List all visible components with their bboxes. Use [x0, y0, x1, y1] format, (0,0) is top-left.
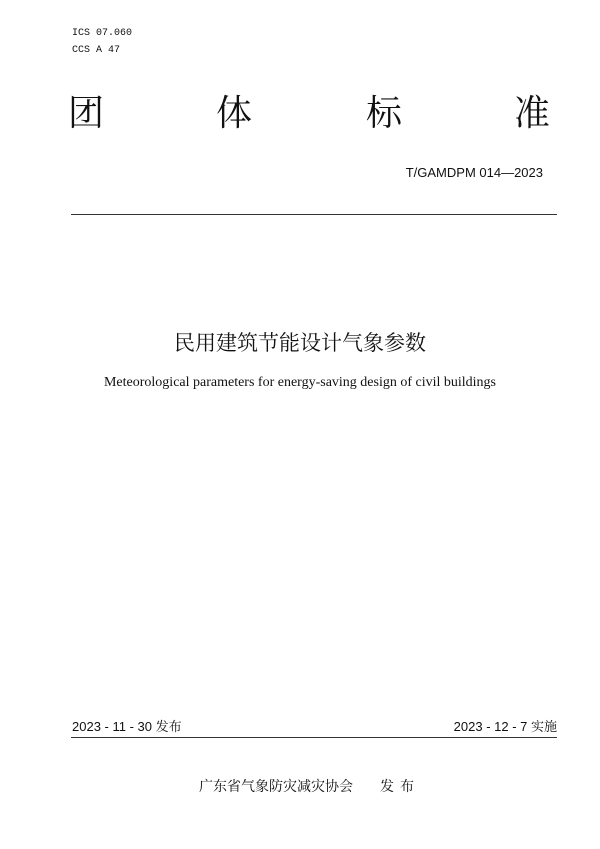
publish-label: 发布 — [380, 779, 420, 795]
issue-date: 2023 - 11 - 30 发布 — [72, 719, 182, 734]
title-char-3: 标 — [366, 93, 403, 134]
publisher-name: 广东省气象防灾减灾协会 — [199, 779, 353, 795]
footer-divider — [71, 737, 557, 738]
document-title-cn: 民用建筑节能设计气象参数 — [174, 331, 426, 355]
title-char-2: 体 — [216, 93, 253, 134]
ccs-code: CCS A 47 — [72, 45, 121, 56]
standard-number: T/GAMDPM 014—2023 — [405, 165, 543, 180]
document-title-en: Meteorological parameters for energy-saving design of civil buildings — [103, 375, 497, 390]
ics-code: ICS 07.060 — [72, 28, 133, 39]
title-char-1: 团 — [68, 93, 105, 134]
header-divider — [71, 214, 557, 215]
implementation-date: 2023 - 12 - 7 实施 — [453, 719, 557, 734]
title-char-4: 准 — [514, 93, 551, 134]
